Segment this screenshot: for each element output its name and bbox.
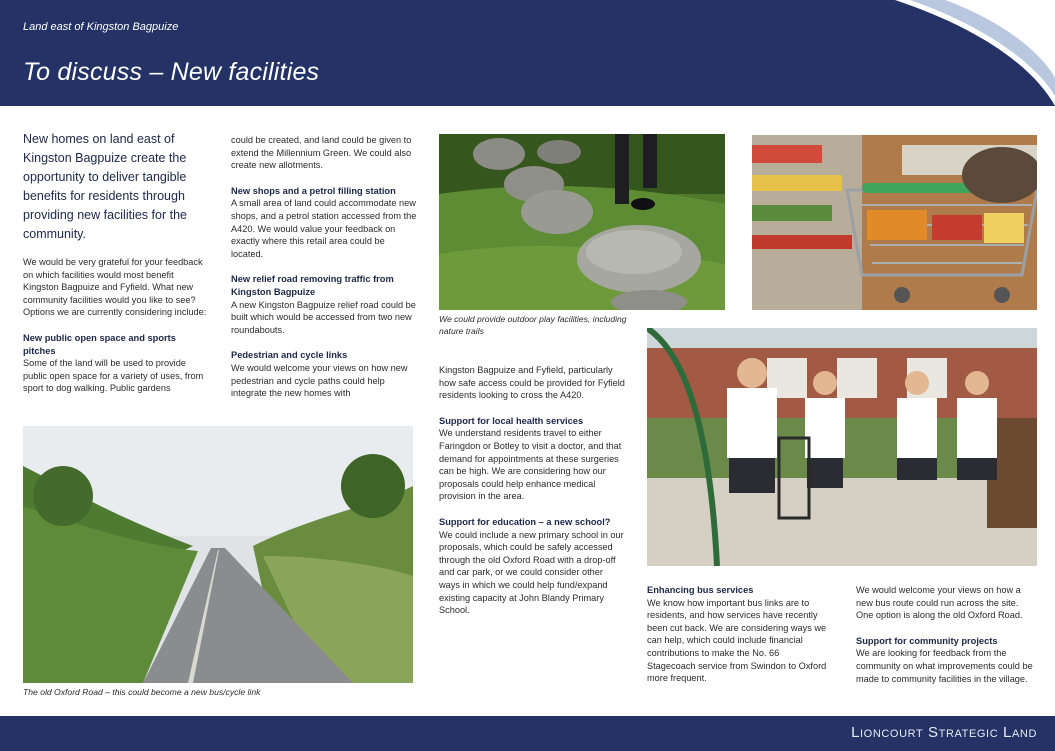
pedestrian-body-a: We would welcome your views on how new pedestrian and cycle paths could help integrate the new homes with bbox=[231, 362, 408, 399]
old-oxford-road-photo bbox=[23, 426, 413, 683]
open-space-body-b: could be created, and land could be given to extend the Millennium Green. We could also create new allotments. bbox=[231, 135, 412, 171]
shopping-trolley-photo bbox=[752, 135, 1037, 310]
header-kicker: Land east of Kingston Bagpuize bbox=[23, 21, 179, 33]
page-title: To discuss – New facilities bbox=[23, 58, 320, 86]
play-stones-photo bbox=[439, 134, 725, 310]
pedestrian-heading: Pedestrian and cycle links bbox=[231, 350, 348, 361]
play-caption: We could provide outdoor play facilities, including nature trails bbox=[439, 314, 627, 336]
column-community bbox=[856, 584, 1037, 685]
bus-body-a: We know how important bus links are to residents, and how services have recently been cut back. We are considering ways we can help, which could include financial contributions to make the No. 66 Stagecoach service from Swindon to Oxford more frequent. bbox=[647, 597, 827, 684]
open-space-body-a: Some of the land will be used to provide public open space for a variety of uses, from sport to dog walking. Public gardens bbox=[23, 358, 204, 394]
shops-body: A small area of land could accommodate new shops, and a petrol station accessed from the A420. We would value your feedback on exactly where this retail area could be located. bbox=[231, 198, 417, 259]
bus-body-b: We would welcome your views on how a new bus route could run across the site. One option is along the old Oxford Road. bbox=[856, 585, 1023, 621]
open-space-heading: New public open space and sports pitches bbox=[23, 332, 176, 356]
health-body: We understand residents travel to either Faringdon or Botley to visit a doctor, and that demand for appointments at these surgeries can be high. We are considering how our proposals could help enhance medical provision in the area. bbox=[439, 428, 622, 502]
community-heading: Support for community projects bbox=[856, 635, 998, 646]
road-caption: The old Oxford Road – this could become a new bus/cycle link bbox=[23, 687, 261, 697]
relief-road-body: A new Kingston Bagpuize relief road could be built which would be accessed from two new roundabouts. bbox=[231, 299, 416, 335]
intro-lead: New homes on land east of Kingston Bagpuize create the opportunity to deliver tangible benefits for residents through providing new facilities for the community. bbox=[23, 132, 187, 241]
footer-brand: Lioncourt Strategic Land bbox=[851, 724, 1037, 741]
schoolchildren-photo bbox=[647, 328, 1037, 566]
health-heading: Support for local health services bbox=[439, 415, 584, 426]
column-bus bbox=[647, 584, 829, 685]
community-body: We are looking for feedback from the community on what improvements could be made to community facilities in the village. bbox=[856, 648, 1033, 684]
intro-body: We would be very grateful for your feedback on which facilities would most benefit Kingston Bagpuize and Fyfield. What new community facilities would you like to see? Options we are currently considering include: bbox=[23, 257, 207, 318]
pedestrian-body-b: Kingston Bagpuize and Fyfield, particularly how safe access could be provided for Fyfield residents looking to cross the A420. bbox=[439, 365, 625, 401]
bus-heading: Enhancing bus services bbox=[647, 585, 754, 595]
column-services bbox=[439, 364, 625, 617]
education-body: We could include a new primary school in our proposals, which could be safely accessed through the old Oxford Road with a drop-off and car park, or we could consider other ways in which we could help fund/expand existing capacity at John Blandy Primary School. bbox=[439, 529, 624, 616]
header-banner bbox=[0, 0, 1055, 106]
column-facilities bbox=[231, 134, 417, 400]
relief-road-heading: New relief road removing traffic from Kingston Bagpuize bbox=[231, 274, 394, 297]
shops-heading: New shops and a petrol filling station bbox=[231, 185, 396, 196]
education-heading: Support for education – a new school? bbox=[439, 516, 611, 527]
column-intro bbox=[23, 130, 210, 395]
header-swoosh-graphic bbox=[755, 0, 1055, 106]
footer-bar bbox=[0, 716, 1055, 751]
